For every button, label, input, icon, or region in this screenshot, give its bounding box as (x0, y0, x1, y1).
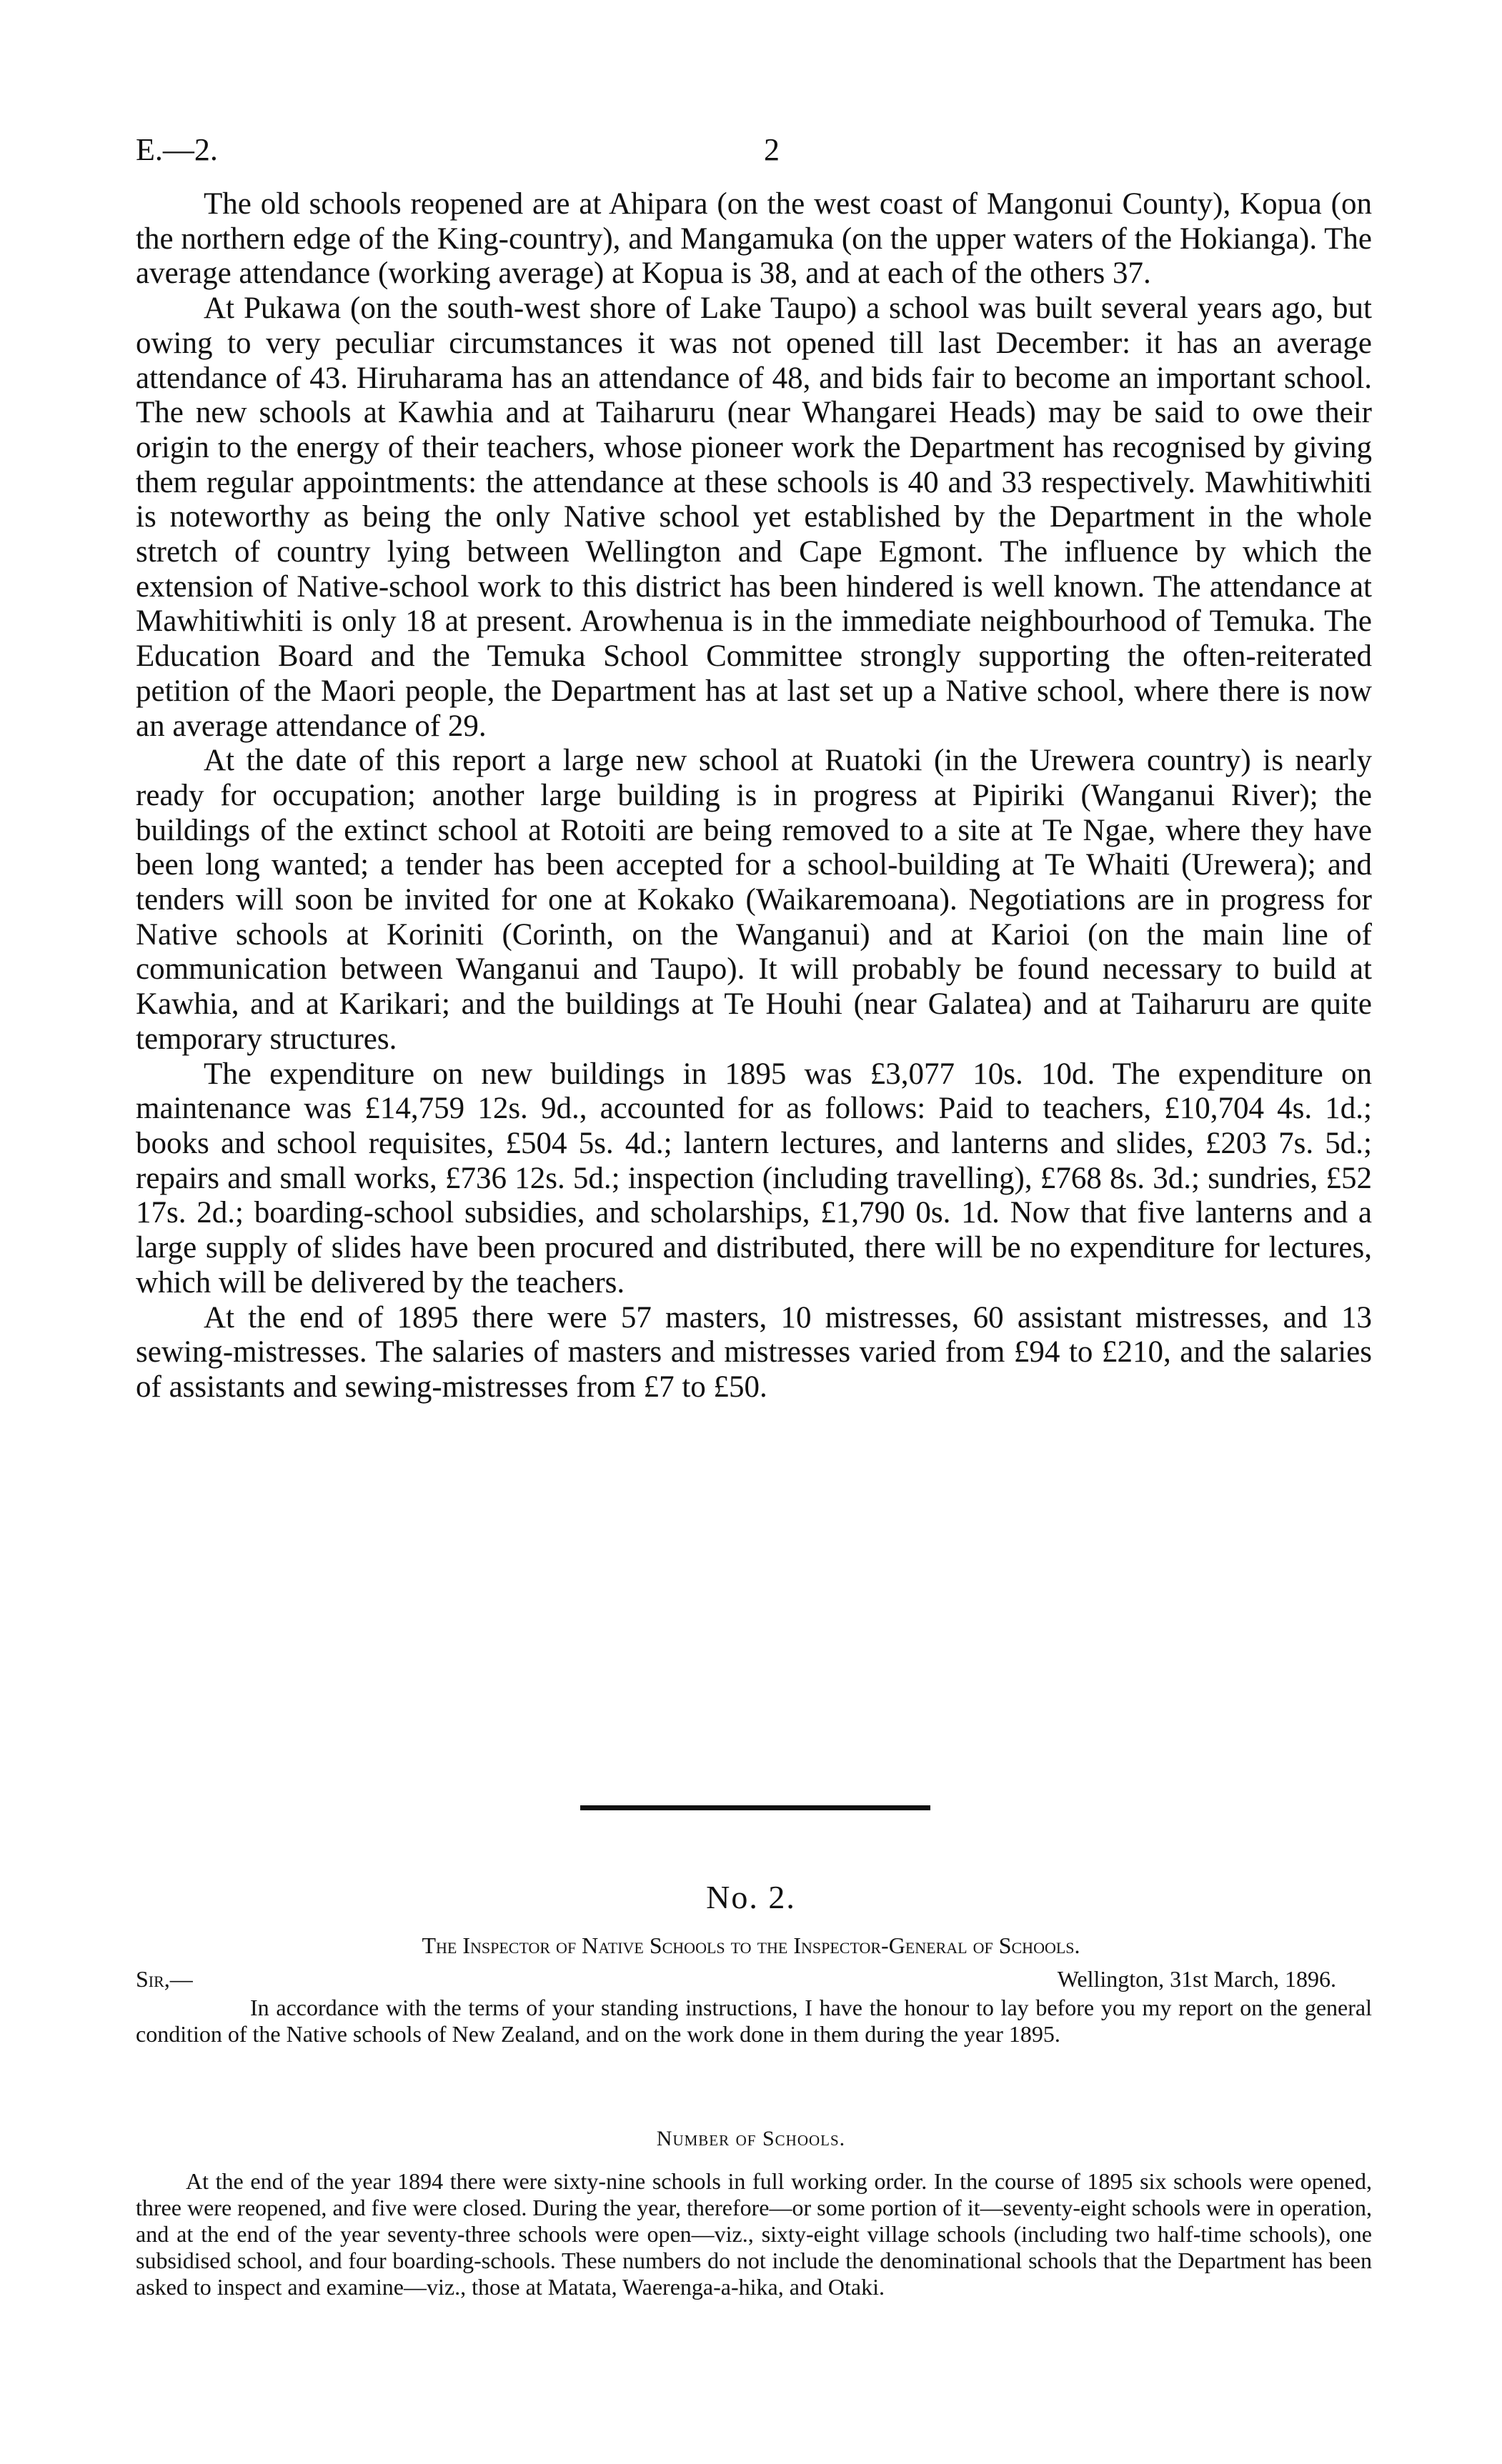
letter-dateline: Wellington, 31st March, 1896. (1057, 1966, 1336, 1992)
schools-section (136, 2168, 1372, 2300)
section-divider (580, 1805, 930, 1810)
subheading-number-of-schools: Number of Schools. (656, 2127, 846, 2150)
document-reference: E.—2. (136, 132, 218, 167)
paragraph-buildings: At the date of this report a large new school at Ruatoki (in the Urewera country) is nearly ready for occupation; another large building is in progress at Pipiriki (Wanganui River); the buildings of the extinct school at Rotoiti are being removed to a site at Te Ngae, where they have been long wanted; a tender has been accepted for a school-building at Te Whaiti (Urewera); and tenders will soon be invited for one at Kokako (Waikaremoana). Negotiations are in progress for Native schools at Koriniti (Corinth, on the Wanganui) and at Karioi (on the main line of communication between Wanganui and Taupo). It will probably be found necessary to build at Kawhia, and at Karikari; and the buildings at Te Houhi (near Galatea) and at Taiharuru are quite temporary structures. (136, 744, 1372, 1056)
page-header (136, 129, 1365, 171)
letter-salutation: Sir,— (136, 1966, 193, 1992)
letter-paragraph: In accordance with the terms of your standing instructions, I have the honour to lay before you my report on the general condition of the Native schools of New Zealand, and on the work done in them during the year 1895. (136, 1995, 1372, 2047)
paragraph-old-schools: The old schools reopened are at Ahipara (on the west coast of Mangonui County), Kopua (on the northern edge of the King-country), and Mangamuka (on the upper waters of the Hokianga). The average attendance (working average) at Kopua is 38, and at each of the others 37. (136, 187, 1372, 291)
section-number: No. 2. (706, 1879, 796, 1915)
report-body (136, 187, 1372, 1405)
paragraph-staff: At the end of 1895 there were 57 masters, 10 mistresses, 60 assistant mistresses, and 13 sewing-mistresses. The salaries of masters and mistresses varied from £94 to £210, and the salaries of assistants and sewing-mistresses from £7 to £50. (136, 1300, 1372, 1404)
paragraph-number-of-schools: At the end of the year 1894 there were sixty-nine schools in full working order. In the course of 1895 six schools were opened, three were reopened, and five were closed. During the year, therefore—or some portion of it—seventy-eight schools were in operation, and at the end of the year seventy-three schools were open—viz., sixty-eight village schools (including two half-time schools), one subsidised school, and four boarding-schools. These numbers do not include the denominational schools that the Department has been asked to inspect and examine—viz., those at Matata, Waerenga-a-hika, and Otaki. (136, 2168, 1372, 2300)
paragraph-expenditure: The expenditure on new buildings in 1895 was £3,077 10s. 10d. The expenditure on maintenance was £14,759 12s. 9d., accounted for as follows: Paid to teachers, £10,704 4s. 1d.; books and school requisites, £504 5s. 4d.; lantern lectures, and lanterns and slides, £203 7s. 5d.; repairs and small works, £736 12s. 5d.; inspection (including travelling), £768 8s. 3d.; sundries, £52 17s. 2d.; boarding-school subsidies, and scholarships, £1,790 0s. 1d. Now that five lanterns and a large supply of slides have been procured and distributed, there will be no expenditure for lectures, which will be delivered by the teachers. (136, 1057, 1372, 1300)
paragraph-new-schools: At Pukawa (on the south-west shore of Lake Taupo) a school was built several years ago, but owing to very peculiar circumstances it was not opened till last December: it has an average attendance of 43. Hiruharama has an attendance of 48, and bids fair to become an important school. The new schools at Kawhia and at Taiharuru (near Whangarei Heads) may be said to owe their origin to the energy of their teachers, whose pioneer work the Department has recognised by giving them regular appointments: the attendance at these schools is 40 and 33 respectively. Mawhitiwhiti is noteworthy as being the only Native school yet established by the Department in the whole stretch of country lying between Wellington and Cape Egmont. The influence by which the extension of Native-school work to this district has been hindered is well known. The attendance at Mawhitiwhiti is only 18 at present. Arowhenua is in the immediate neighbourhood of Temuka. The Education Board and the Temuka School Committee strongly supporting the often-reiterated petition of the Maori people, the Department has at last set up a Native school, where there is now an average attendance of 29. (136, 291, 1372, 743)
page-number: 2 (764, 132, 780, 167)
letter-address: The Inspector of Native Schools to the Inspector-General of Schools. (422, 1932, 1080, 1958)
letter-body (136, 1995, 1372, 2047)
